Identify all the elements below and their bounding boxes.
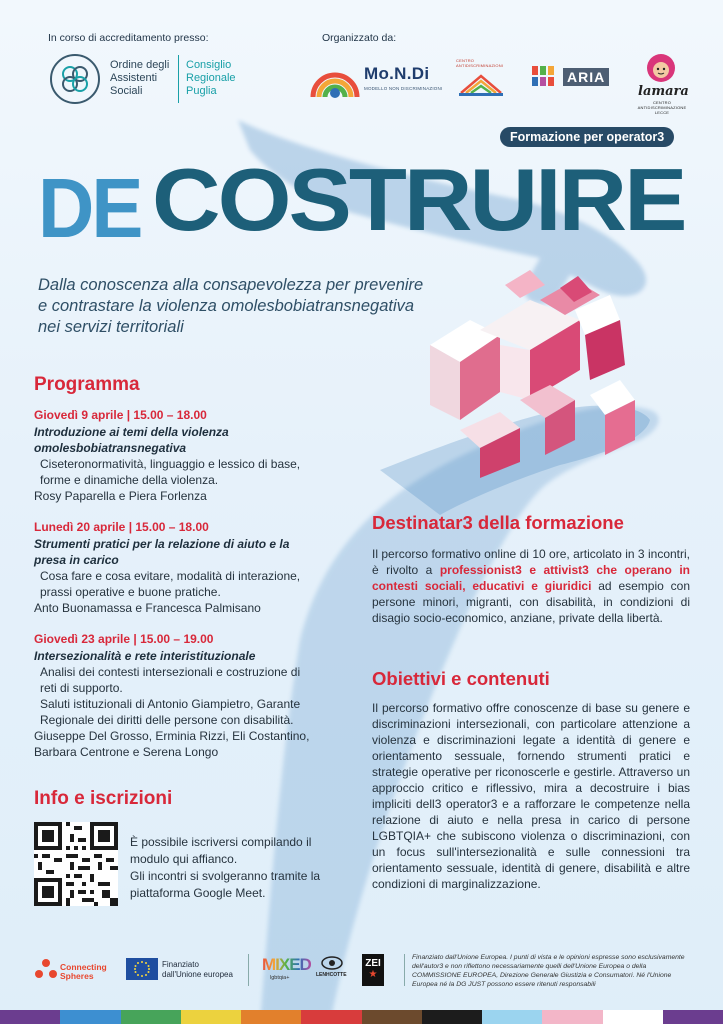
connecting-spheres-logo: Connecting Spheres — [60, 962, 107, 981]
header-divider — [178, 55, 179, 103]
stripe-segment — [0, 1010, 60, 1024]
stripe-segment — [542, 1010, 602, 1024]
session-date: Giovedì 23 aprile | 15.00 – 19.00 — [34, 632, 214, 646]
session-speakers: Giuseppe Del Grosso, Erminia Rizzi, Eli Costantino, Barbara Centrone e Serena Longo — [34, 729, 310, 759]
stripe-segment — [362, 1010, 422, 1024]
mondi-name: Mo.N.Di — [364, 64, 430, 83]
stripe-segment — [422, 1010, 482, 1024]
lamara-sub: CENTRO ANTIDISCRIMINAZIONE LECCE — [637, 100, 687, 115]
mondi-rainbow-icon — [310, 57, 360, 103]
house-rainbow-icon — [456, 68, 506, 98]
destinatari-heading: Destinatar3 della formazione — [372, 512, 624, 533]
lenhcotte-logo: LENHCOTTE — [316, 972, 347, 978]
footer-divider-2 — [404, 954, 405, 986]
connecting-spheres-icon — [34, 958, 58, 980]
session-title: Introduzione ai temi della violenza omolesbobiatransnegativa — [34, 425, 229, 455]
obiettivi-heading: Obiettivi e contenuti — [372, 668, 550, 689]
destinatari-text: Il percorso formativo online di 10 ore, articolato in 3 incontri, è rivolto a professionist3 e attivist3 che operano in contesti sociali, educativi e giuridici ad esempio con persone minori, migranti, con disabilità, in condizioni di disagio socio-economico, anziane, private della libertà. — [372, 547, 690, 625]
zei-logo: ZEI ★ — [362, 954, 384, 986]
info-text: È possibile iscriversi compilando il modulo qui affianco. Gli incontri si svolgeranno tramite la piattaforma Google Meet. — [130, 835, 321, 900]
session-date: Giovedì 9 aprile | 15.00 – 18.00 — [34, 408, 207, 422]
organized-label: Organizzato da: — [322, 32, 397, 44]
session-speakers: Anto Buonamassa e Francesca Palmisano — [34, 601, 261, 615]
aria-mark-icon — [532, 66, 560, 88]
session-1 — [34, 408, 364, 504]
star-icon: ★ — [368, 969, 378, 980]
training-badge: Formazione per operator3 — [500, 127, 674, 147]
obiettivi-text: Il percorso formativo offre conoscenze di base su genere e discriminazioni intersezionali, con particolare attenzione a violenza e discriminazioni legate a identità di genere e orientamento sessuale, fornendo strumenti pratici e strategie operative per riconoscerle e gestirle. Attraverso un approccio critico e riflessivo, mira a decostruire i bias impliciti dell3 operator3 e a rafforzare le competenze nella relazione di aiuto e nella presa in carico di persone LGBTQIA+ che subiscono violenza o discriminazioni, con un focus sull'intersezionalità e sulle connessioni tra orientamento sessuale, identità di genere, disabilità e altre condizioni di marginalizzazione. — [372, 701, 690, 891]
stripe-segment — [663, 1010, 723, 1024]
cad-logo: CENTRO ANTIDISCRIMINAZIONI — [456, 58, 506, 98]
stripe-segment — [482, 1010, 542, 1024]
mixed-sub: lgbtqia+ — [270, 975, 290, 981]
title-main: COSTRUIRE — [152, 151, 685, 250]
crp-name: Consiglio Regionale Puglia — [186, 59, 236, 97]
mondi-tagline: MODELLO NON DISCRIMINAZIONI — [364, 86, 443, 91]
programma-heading: Programma — [34, 374, 140, 395]
qr-code[interactable] — [34, 822, 118, 906]
eu-flag-icon — [126, 958, 158, 980]
session-description: Cosa fare e cosa evitare, modalità di interazione, prassi operative e buone pratiche. — [40, 569, 301, 599]
stripe-segment — [603, 1010, 663, 1024]
eu-funding-label: Finanziato dall'Unione europea — [162, 960, 233, 979]
lamara-name: lamara — [638, 84, 689, 99]
knot-icon — [58, 62, 92, 96]
oas-name: Ordine degli Assistenti Sociali — [110, 59, 170, 97]
rainbow-stripe — [0, 1010, 723, 1024]
eye-icon — [321, 956, 343, 970]
session-3 — [34, 632, 374, 760]
session-speakers: Rosy Paparella e Piera Forlenza — [34, 489, 207, 503]
stripe-segment — [181, 1010, 241, 1024]
stripe-segment — [241, 1010, 301, 1024]
session-2 — [34, 520, 364, 616]
subtitle: Dalla conoscenza alla consapevolezza per prevenire e contrastare la violenza omolesbobiatransnegativa nei servizi territoriali — [38, 276, 424, 336]
session-title: Intersezionalità e rete interistituzionale — [34, 649, 256, 663]
title-prefix: DE — [38, 160, 141, 256]
footer-divider — [248, 954, 249, 986]
destinatari-bold: professionist3 e attivist3 che operano in contesti sociali, educativi e giuridici — [372, 563, 690, 593]
stripe-segment — [60, 1010, 120, 1024]
oas-logo — [50, 54, 100, 104]
stripe-segment — [301, 1010, 361, 1024]
session-description: Ciseteronormatività, linguaggio e lessico di base, forme e dinamiche della violenza. — [40, 457, 301, 487]
eu-disclaimer: Finanziato dall'Unione Europea. I punti di vista e le opinioni espresse sono esclusivamente dell'autor3 e non riflettono necessariamente quelli dell'Unione Europea o della COMMISSIONE EUROPEA, Direzione Generale Giustizia e Consumatori. Né l'Unione Europea né la DG JUST possono essere ritenuti responsabili — [412, 954, 685, 988]
session-description: Analisi dei contesti intersezionali e costruzione di reti di supporto. Saluti istituzionali di Antonio Giampietro, Garante Regionale dei diritti delle persone con disabilità. — [40, 665, 301, 727]
lamara-face-icon — [646, 52, 676, 84]
info-heading: Info e iscrizioni — [34, 788, 173, 809]
mixed-logo: MIXED — [262, 955, 311, 974]
stripe-segment — [121, 1010, 181, 1024]
aria-logo: ARIA — [532, 66, 609, 88]
session-date: Lunedì 20 aprile | 15.00 – 18.00 — [34, 520, 209, 534]
accreditation-label: In corso di accreditamento presso: — [48, 32, 209, 44]
session-title: Strumenti pratici per la relazione di aiuto e la presa in carico — [34, 537, 290, 567]
